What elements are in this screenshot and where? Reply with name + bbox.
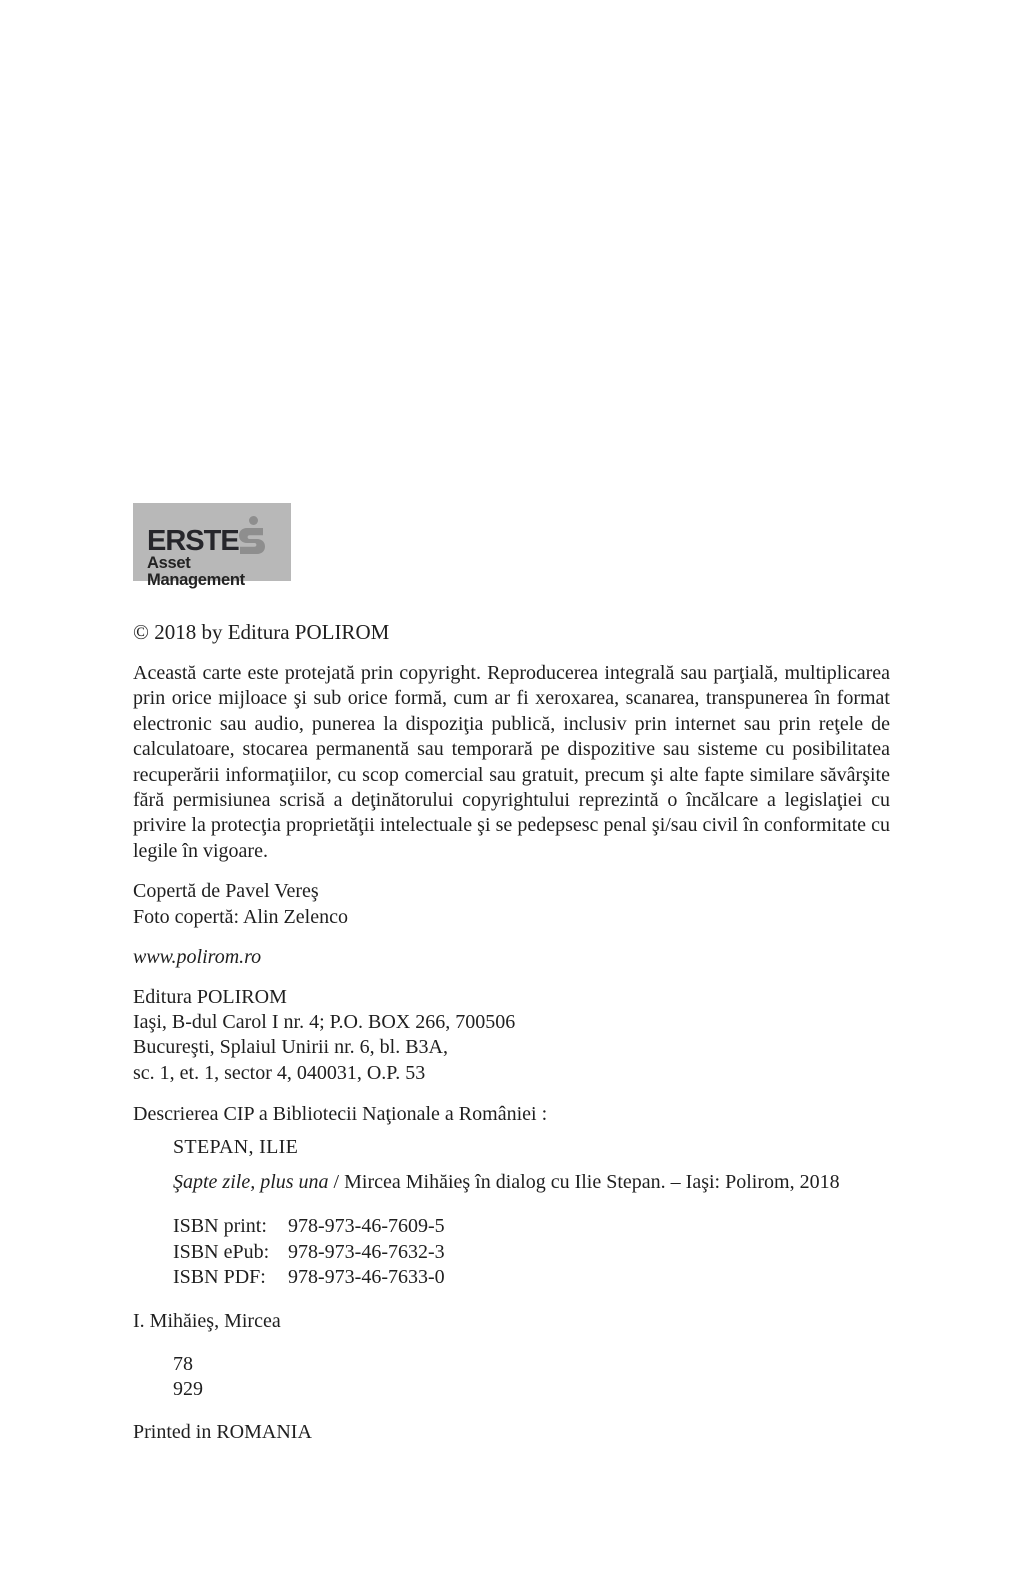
publisher-address-iasi: Iaşi, B-dul Carol I nr. 4; P.O. BOX 266, 700506 — [133, 1011, 516, 1034]
photo-credit-line: Foto copertă: Alin Zelenco — [133, 905, 348, 928]
erste-logo-inner — [133, 503, 291, 589]
erste-brand-text: ERSTE — [147, 525, 239, 557]
copyright-line: © 2018 by Editura POLIROM — [133, 620, 390, 644]
cip-author: STEPAN, ILIE — [173, 1136, 299, 1158]
isbn-row-pdf — [173, 1265, 445, 1291]
classification-number-1: 78 — [173, 1353, 193, 1375]
isbn-epub-value: 978-973-46-7632-3 — [288, 1240, 445, 1263]
cip-title-rest: / Mircea Mihăieş în dialog cu Ilie Stepan. – Iaşi: Polirom, 2018 — [328, 1171, 840, 1193]
cip-classification-block — [173, 1352, 203, 1402]
isbn-pdf-label: ISBN PDF: — [173, 1266, 266, 1288]
isbn-pdf-value: 978-973-46-7633-0 — [288, 1266, 445, 1288]
legal-paragraph: Această carte este protejată prin copyright. Reproducerea integrală sau parţială, multiplicarea prin orice mijloace şi sub orice formă, cum ar fi xeroxarea, scanarea, transpunerea în format electronic sau audio, punerea la dispoziţia publică, inclusiv prin internet sau prin reţele de calculatoare, stocarea permanentă sau temporară pe dispozitive sau sisteme cu posibilitatea recuperării informaţiilor, cu scop comercial sau gratuit, precum şi alte fapte similare săvârşite fără permisiunea scrisă a deţinătorului copyrightului reprezintă o încălcare a legislaţiei cu privire la protecţia proprietăţii intelectuale şi se pedepsesc penal şi/sau civil în conformitate cu legile în vigoare. — [133, 662, 890, 862]
isbn-print-label: ISBN print: — [173, 1215, 267, 1237]
printed-in-line: Printed in ROMANIA — [133, 1421, 312, 1443]
isbn-epub-label: ISBN ePub: — [173, 1240, 270, 1263]
isbn-row-epub — [173, 1240, 445, 1266]
classification-number-2: 929 — [173, 1378, 203, 1401]
publisher-name: Editura POLIROM — [133, 986, 287, 1008]
isbn-block — [173, 1214, 445, 1291]
publisher-website: www.polirom.ro — [133, 946, 262, 968]
cover-credit-line: Copertă de Pavel Vereş — [133, 880, 319, 902]
erste-subtitle-text: Asset Management — [147, 554, 245, 589]
cip-heading: Descrierea CIP a Bibliotecii Naţionale a României : — [133, 1103, 548, 1125]
cip-index-entry: I. Mihăieş, Mircea — [133, 1310, 281, 1332]
erste-logo — [133, 503, 291, 589]
cip-title-italic: Şapte zile, plus una — [173, 1171, 329, 1193]
isbn-print-value: 978-973-46-7609-5 — [288, 1215, 445, 1237]
cip-title-line — [173, 1170, 840, 1196]
publisher-address-bucuresti-1: Bucureşti, Splaiul Unirii nr. 6, bl. B3A, — [133, 1036, 448, 1059]
publisher-address-block — [133, 985, 515, 1086]
credits-block — [133, 879, 348, 930]
isbn-row-print — [173, 1214, 445, 1240]
sparkasse-s-icon — [238, 516, 265, 556]
publisher-address-bucuresti-2: sc. 1, et. 1, sector 4, 040031, O.P. 53 — [133, 1061, 426, 1084]
